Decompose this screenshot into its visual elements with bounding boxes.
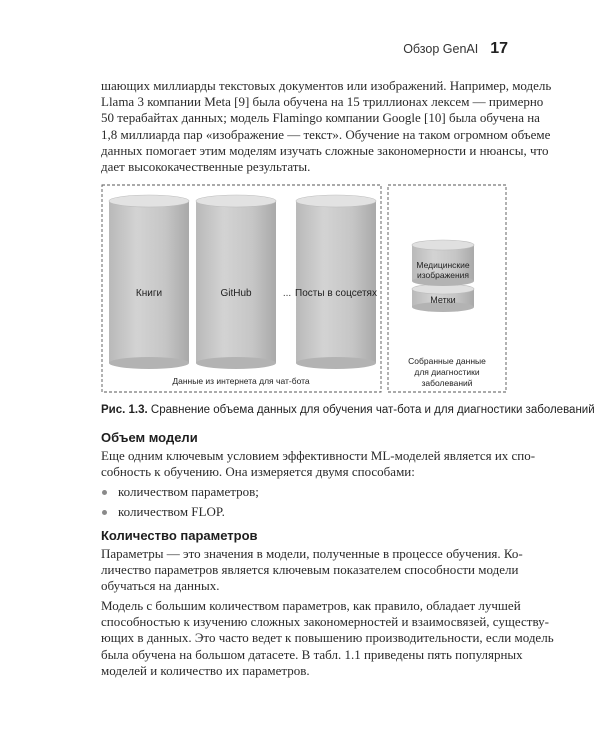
cylinder-label: GitHub	[220, 288, 252, 299]
disk-label: Метки	[430, 295, 456, 305]
text-line: ющих в данных. Это часто ведет к повышению производительности, если модель	[101, 630, 554, 646]
collected-data-label-line: заболеваний	[421, 378, 473, 388]
text-line: шающих миллиарды текстовых документов или изображений. Например, модель	[101, 78, 552, 93]
disk-label-line: изображения	[416, 270, 470, 280]
bullet-list	[101, 484, 507, 520]
text-line: Llama 3 компании Meta [9] была обучена на 15 триллионах лексем — примерно	[101, 94, 544, 110]
list-item	[101, 504, 507, 520]
internet-data-group	[102, 185, 381, 392]
list-item-text: количеством параметров;	[118, 484, 259, 499]
collected-data-label-line: Собранные данные	[408, 356, 486, 366]
page-number: 17	[490, 40, 508, 57]
bullet-icon	[102, 510, 107, 515]
cylinder-label: Книги	[135, 288, 163, 299]
ellipsis-separator: ...	[282, 288, 292, 299]
text-line: Еще одним ключевым условием эффективности ML-моделей является их спо-	[101, 448, 536, 463]
disk-medical-images	[412, 240, 474, 286]
text-line: дает высококачественные результаты.	[101, 159, 311, 175]
cylinder-books	[109, 195, 189, 369]
text-line: была обучена на большом датасете. В табл. 1.1 приведены пять популярных	[101, 646, 523, 662]
cylinder-github	[196, 195, 276, 369]
cylinder-label: Посты в соцсетях	[295, 288, 377, 299]
text-line: 1,8 миллиарда пар «изображение — текст». Обучение на таком огромном объеме	[101, 126, 551, 142]
parameters-paragraph-2	[101, 598, 554, 679]
text-line: данных помогает этим моделям изучать сложные закономерности и нюансы, что	[101, 142, 549, 158]
figure-caption	[101, 404, 595, 416]
heading-model-size: Объем модели	[101, 430, 198, 445]
bullet-icon	[102, 490, 107, 495]
text-line: личество параметров является ключевым показателем способности модели	[101, 562, 519, 578]
caption-label: Рис. 1.3.	[101, 404, 148, 416]
internet-data-label: Данные из интернета для чат-бота	[172, 376, 310, 386]
disk-labels	[412, 284, 474, 312]
text-line: обучаться на данных.	[101, 578, 220, 594]
figure-data-comparison	[101, 184, 507, 394]
disk-label-line: Медицинские	[416, 260, 470, 270]
cylinder-social-posts	[295, 195, 377, 369]
model-size-paragraph	[101, 448, 536, 480]
parameters-paragraph-1	[101, 546, 523, 595]
text-line: Параметры — это значения в модели, полученные в процессе обучения. Ко-	[101, 546, 523, 561]
text-line: Модель с большим количеством параметров, как правило, обладает лучшей	[101, 598, 521, 613]
collected-data-label-line: для диагностики	[414, 367, 480, 377]
list-item	[101, 484, 507, 500]
list-item-text: количеством FLOP.	[118, 504, 225, 520]
text-line: способностью к изучению сложных закономерностей и взаимосвязей, существу-	[101, 614, 549, 630]
intro-paragraph	[101, 78, 552, 175]
heading-parameter-count: Количество параметров	[101, 528, 258, 543]
text-line: собность к обучению. Она измеряется двумя способами:	[101, 464, 415, 480]
section-title: Обзор GenAI	[403, 42, 479, 56]
text-line: 50 терабайтах данных; модель Flamingo компании Google [10] была обучена на	[101, 110, 540, 126]
collected-data-group	[388, 185, 506, 392]
text-line: моделей и количество их параметров.	[101, 662, 310, 678]
running-head	[403, 40, 508, 58]
caption-text: Сравнение объема данных для обучения чат-бота и для диагностики заболеваний	[150, 404, 595, 416]
